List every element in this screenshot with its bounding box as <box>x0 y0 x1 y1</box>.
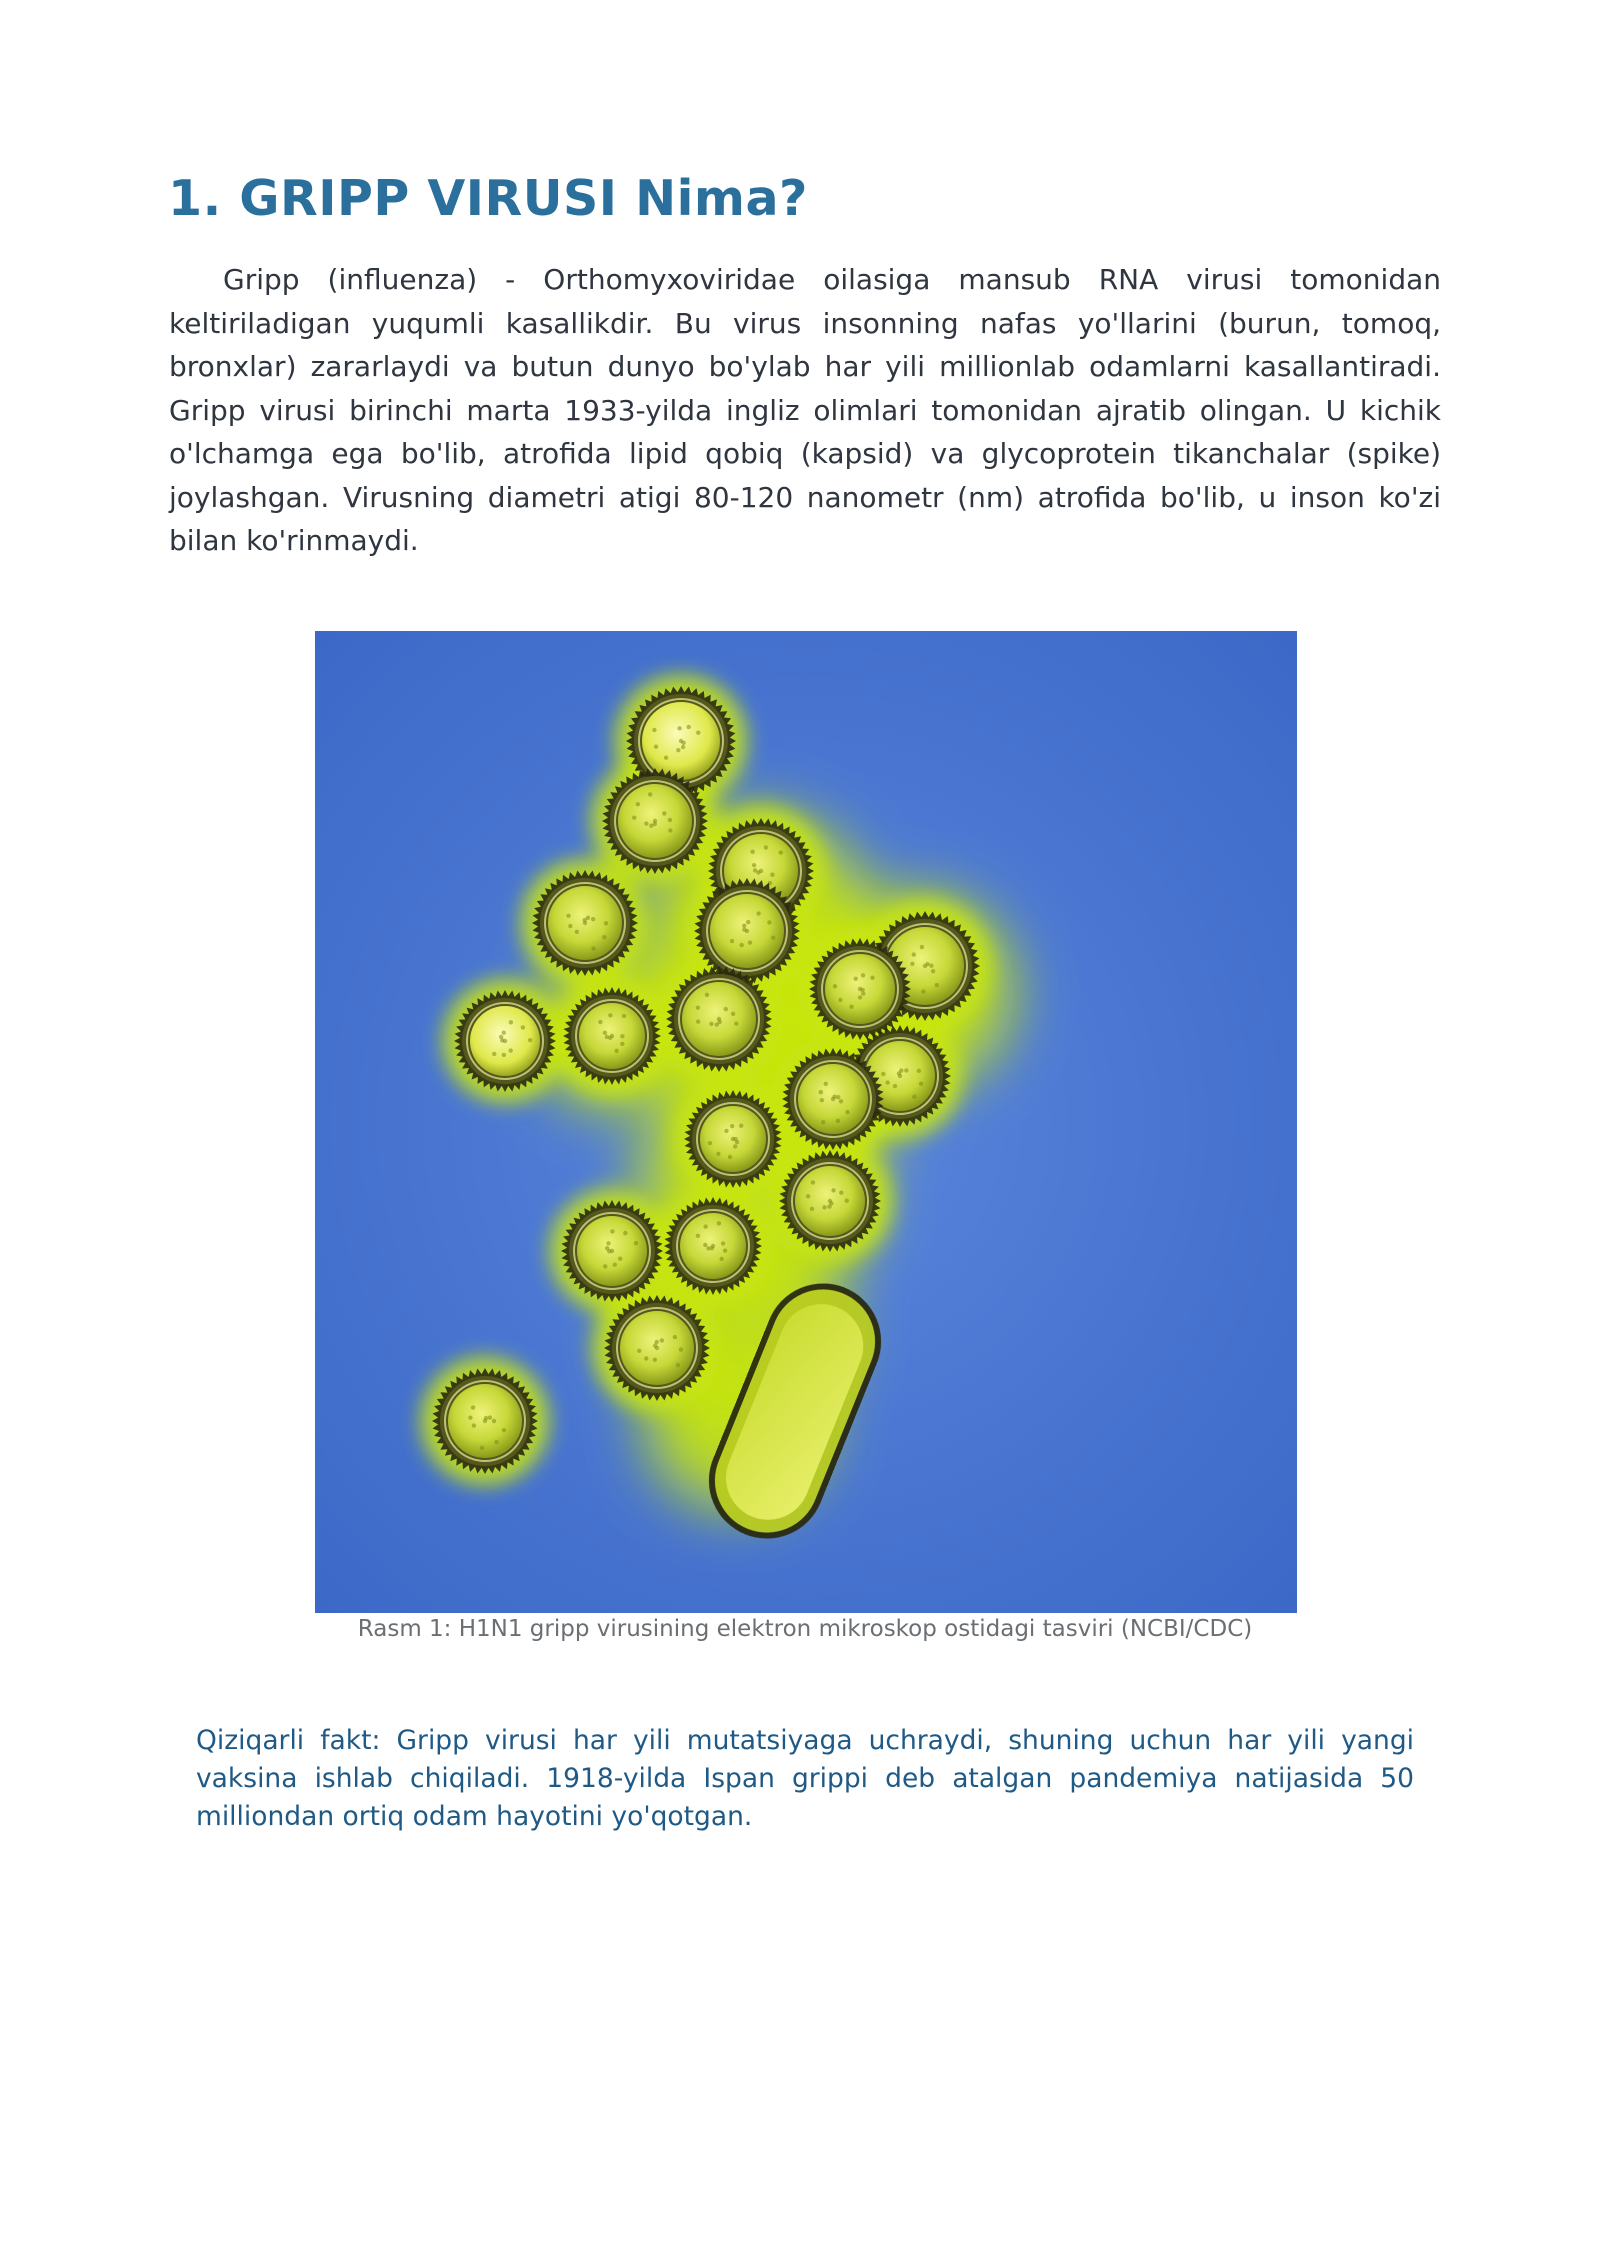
section-heading: 1. GRIPP VIRUSI Nima? <box>168 170 808 227</box>
virus-micrograph <box>315 631 1297 1613</box>
intro-paragraph: Gripp (influenza) - Orthomyxoviridae oilasiga mansub RNA virusi tomonidan keltiriladigan yuqumli kasallikdir. Bu virus insonning nafas yo'llarini (burun, tomoq, bronxlar) zararlaydi va butun dunyo bo'ylab har yili millionlab odamlarni kasallantiradi. Gripp virusi birinchi marta 1933-yilda ingliz olimlari tomonidan ajratib olingan. U kichik o'lchamga ega bo'lib, atrofida lipid qobiq (kapsid) va glycoprotein tikanchalar (spike) joylashgan. Virusning diametri atigi 80-120 nanometr (nm) atrofida bo'lib, u inson ko'zi bilan ko'rinmaydi. <box>169 263 1441 557</box>
figure-caption: Rasm 1: H1N1 gripp virusining elektron mikroskop ostidagi tasviri (NCBI/CDC) <box>357 1616 1253 1642</box>
fact-box: Qiziqarli fakt: Gripp virusi har yili mutatsiyaga uchraydi, shuning uchun har yili yangi vaksina ishlab chiqiladi. 1918-yilda Ispan grippi deb atalgan pandemiya natijasida 50 milliondan ortiq odam hayotini yo'qotgan. <box>196 1725 1414 1832</box>
micrograph-image <box>315 631 1297 1613</box>
